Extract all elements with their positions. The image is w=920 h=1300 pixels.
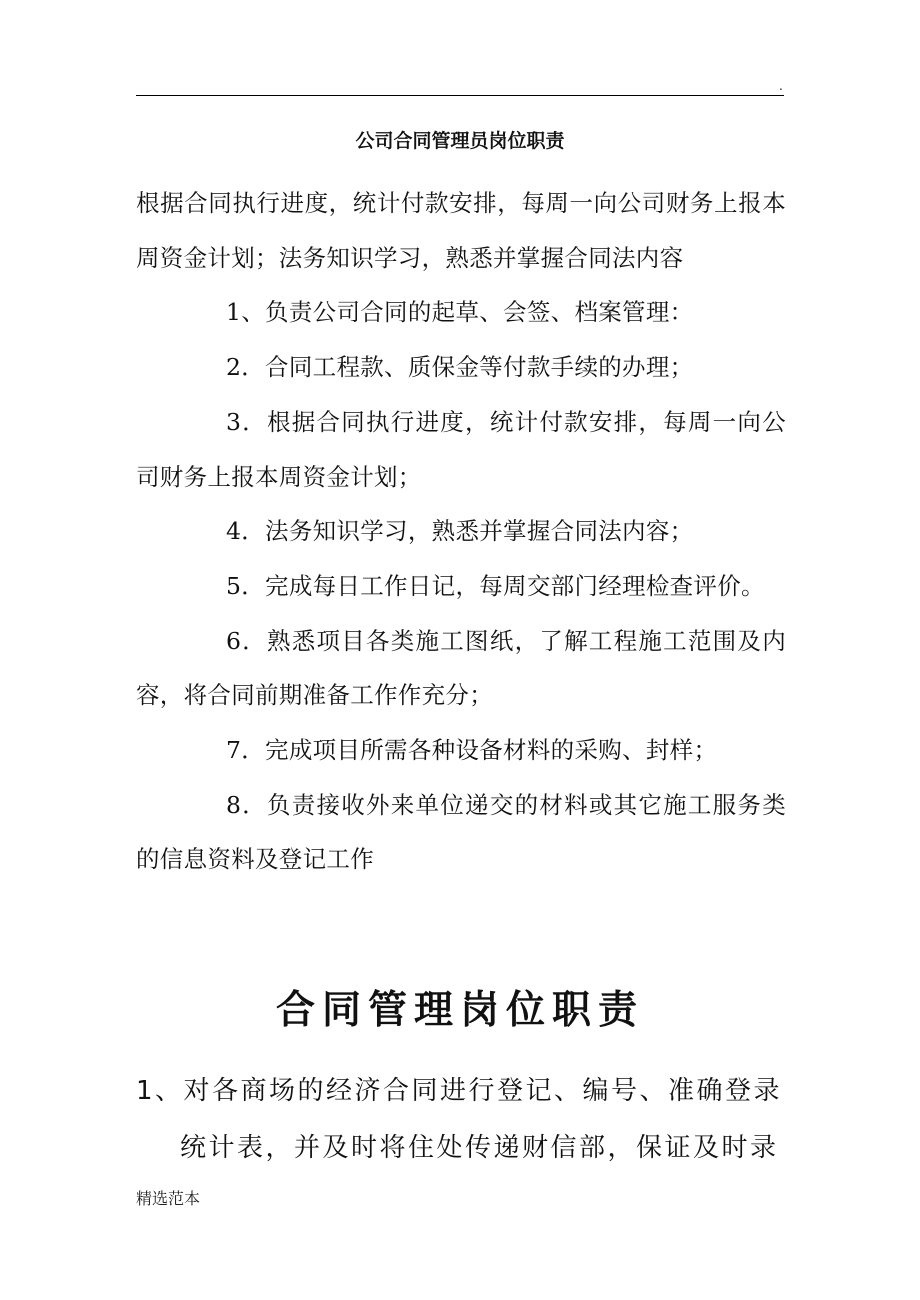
duty-item-5: 5．完成每日工作日记，每周交部门经理检查评价。 <box>226 571 765 600</box>
duty-item-7: 7．完成项目所需各种设备材料的采购、封样； <box>226 736 718 765</box>
section-item-1: 1、对各商场的经济合同进行登记、编号、准确登录统计表，并及时将住处传递财信部，保证及时录 <box>136 1076 783 1163</box>
duty-item-6: 6．熟悉项目各类施工图纸，了解工程施工范围及内容，将合同前期准备工作作充分； <box>136 626 786 710</box>
section-title: 合同管理岗位职责 <box>275 987 644 1033</box>
header-mark: . <box>779 79 783 93</box>
header-rule <box>136 95 784 96</box>
duty-item-4: 4．法务知识学习，熟悉并掌握合同法内容； <box>226 517 694 546</box>
duty-item-8: 8．负责接收外来单位递交的材料或其它施工服务类的信息资料及登记工作 <box>136 790 786 874</box>
document-title: 公司合同管理员岗位职责 <box>355 130 565 152</box>
document-body <box>136 176 786 887</box>
intro-paragraph: 根据合同执行进度，统计付款安排，每周一向公司财务上报本周资金计划；法务知识学习，熟悉并掌握合同法内容 <box>136 189 786 272</box>
duty-item-2: 2．合同工程款、质保金等付款手续的办理； <box>226 353 694 382</box>
footer-text: 精选范本 <box>136 1189 201 1208</box>
duty-item-1: 1、负责公司合同的起草、会签、档案管理： <box>226 298 694 327</box>
section-list <box>136 1063 796 1177</box>
duty-item-3: 3．根据合同执行进度，统计付款安排，每周一向公司财务上报本周资金计划； <box>136 407 786 491</box>
